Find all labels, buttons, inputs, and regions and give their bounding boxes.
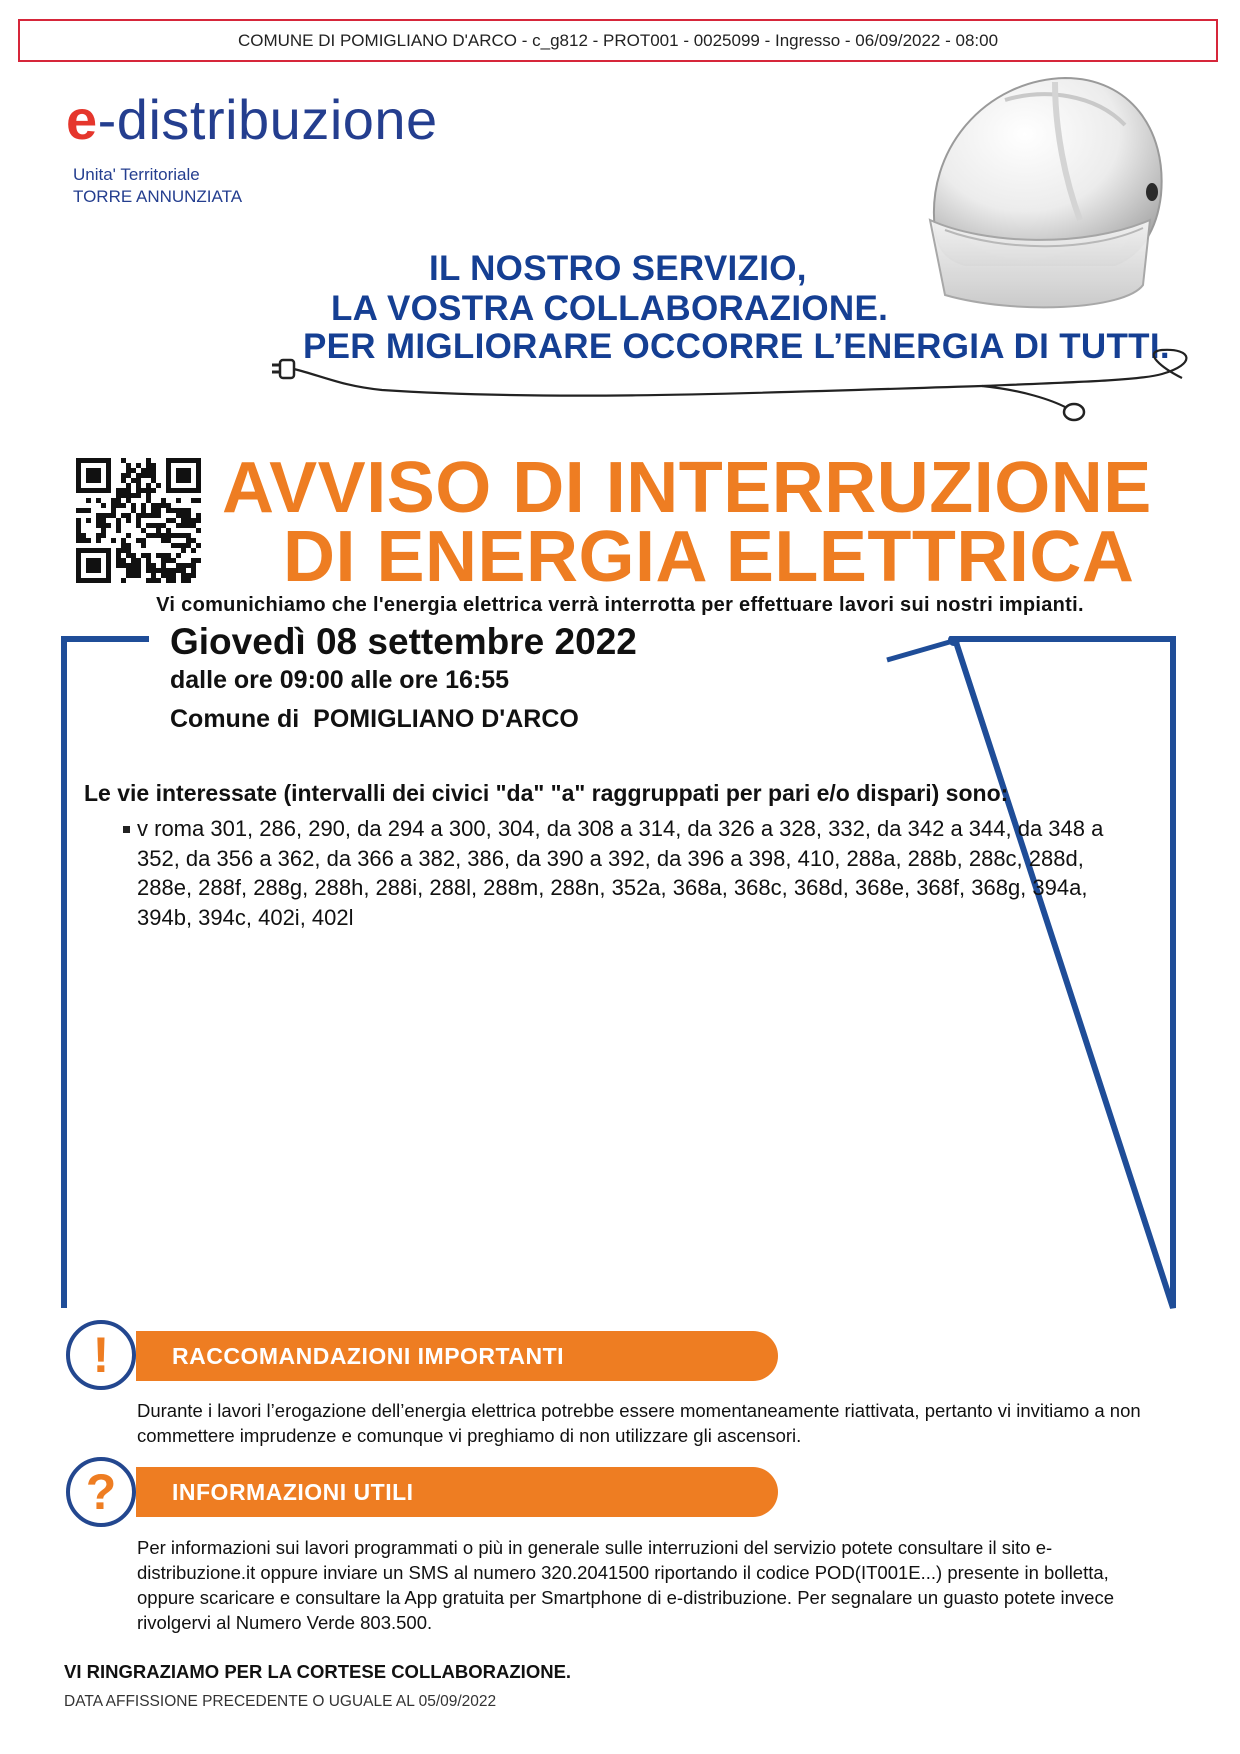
streets-title: Le vie interessate (intervalli dei civici "da" "a" raggruppati per pari e/o dispari) sono: (84, 780, 1009, 806)
thanks-text: VI RINGRAZIAMO PER LA CORTESE COLLABORAZIONE. (64, 1661, 572, 1682)
info-header: INFORMAZIONI UTILI (136, 1467, 778, 1517)
slogan-line-1: IL NOSTRO SERVIZIO, (429, 249, 807, 288)
recommendations-header: RACCOMANDAZIONI IMPORTANTI (136, 1331, 778, 1381)
unit-name: TORRE ANNUNZIATA (73, 187, 243, 206)
slogan-line-2: LA VOSTRA COLLABORAZIONE. (331, 289, 889, 328)
comune-label: Comune di (170, 705, 300, 733)
exclamation-icon: ! (66, 1320, 136, 1390)
logo-text: -distribuzione (97, 88, 438, 151)
headline-line-1: AVVISO DI INTERRUZIONE (222, 448, 1152, 528)
interruption-time: dalle ore 09:00 alle ore 16:55 (170, 666, 510, 694)
logo-e: e (66, 88, 98, 151)
intro-text: Vi comunichiamo che l'energia elettrica verrà interrotta per effettuare lavori sui nostri impianti. (156, 594, 1084, 616)
cable-plug-icon (262, 340, 1198, 426)
interruption-comune (170, 705, 579, 734)
headline-line-2: DI ENERGIA ELETTRICA (283, 517, 1135, 597)
question-icon: ? (66, 1457, 136, 1527)
street-list-item: v roma 301, 286, 290, da 294 a 300, 304, da 308 a 314, da 326 a 328, 332, da 342 a 344, da 348 a 352, da 356 a 362, da 366 a 382, 386, da 390 a 392, da 396 a 398, 410, 288a, 288b, 288c, 288d, 288e, 288f, 288g, 288h, 288i, 288l, 288m, 288n, 352a, 368a, 368c, 368d, 368e, 368f, 368g, 394a, 394b, 394c, 402i, 402l (137, 816, 1104, 930)
affix-date: DATA AFFISSIONE PRECEDENTE O UGUALE AL 05/09/2022 (64, 1693, 497, 1710)
interruption-date: Giovedì 08 settembre 2022 (170, 621, 637, 662)
recommendations-text: Durante i lavori l’erogazione dell’energia elettrica potrebbe essere momentaneamente riattivata, pertanto vi invitiamo a non commettere imprudenze e comunque vi preghiamo di non utilizzare gli ascensori. (137, 1400, 1141, 1446)
street-bullet (123, 826, 130, 833)
protocol-stamp: COMUNE DI POMIGLIANO D'ARCO - c_g812 - PROT001 - 0025099 - Ingresso - 06/09/2022 - 08:00 (18, 19, 1218, 62)
notice-box-frame (61, 636, 1176, 1311)
unit-label: Unita' Territoriale (73, 165, 200, 184)
qr-code (76, 458, 201, 583)
info-text: Per informazioni sui lavori programmati o più in generale sulle interruzioni del servizio potete consultare il sito e-distribuzione.it oppure inviare un SMS al numero 320.2041500 riportando il codice POD(IT001E...) presente in bolletta, oppure scaricare e consultare la App gratuita per Smartphone di e-distribuzione. Per segnalare un guasto potete invece rivolgervi al Numero Verde 803.500. (137, 1537, 1114, 1633)
comune-name: POMIGLIANO D'ARCO (313, 705, 579, 733)
slogan-line-3: PER MIGLIORARE OCCORRE L’ENERGIA DI TUTTI. (303, 327, 1170, 366)
helmet-image (905, 70, 1175, 325)
brand-logo (66, 88, 438, 152)
